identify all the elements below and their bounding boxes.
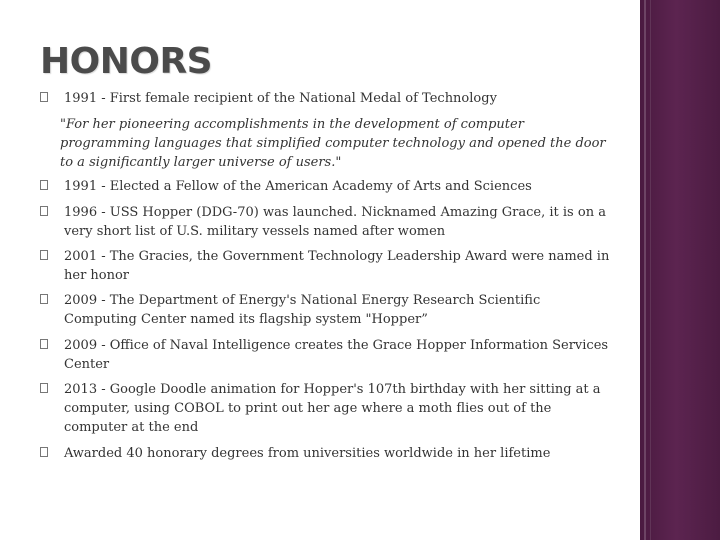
list-item (40, 380, 610, 437)
checkbox-icon (40, 250, 48, 260)
list-item-text: 2009 - Office of Naval Intelligence creates the Grace Hopper Information Services Center (64, 338, 609, 372)
list-item-text: 1991 - Elected a Fellow of the American Academy of Arts and Sciences (64, 179, 532, 194)
checkbox-icon (40, 383, 48, 393)
checkbox-icon (40, 92, 48, 102)
list-item-text: 1991 - First female recipient of the National Medal of Technology (64, 91, 497, 106)
checkbox-icon (40, 294, 48, 304)
list-item (40, 247, 610, 285)
quote-text: "For her pioneering accomplishments in the development of computer programming languages that simplified computer technology and opened the door to a significantly larger universe of users." (60, 117, 606, 170)
list-item (40, 444, 610, 463)
checkbox-icon (40, 339, 48, 349)
checkbox-icon (40, 206, 48, 216)
checkbox-icon (40, 180, 48, 190)
list-item-text: Awarded 40 honorary degrees from universities worldwide in her lifetime (64, 446, 551, 461)
list-item-text: 1996 - USS Hopper (DDG-70) was launched. Nicknamed Amazing Grace, it is on a very short list of U.S. military vessels named after women (64, 205, 606, 239)
list-item-text: 2009 - The Department of Energy's National Energy Research Scientific Computing Center named its flagship system "Hopper” (64, 293, 541, 327)
list-item (40, 291, 610, 329)
side-bar-stripe (650, 0, 651, 540)
decorative-side-bar (640, 0, 720, 540)
list-item-text: 2013 - Google Doodle animation for Hopper's 107th birthday with her sitting at a computer, using COBOL to print out her age where a moth flies out of the computer at the end (64, 382, 601, 435)
list-item (40, 89, 610, 108)
list-item (40, 203, 610, 241)
checkbox-icon (40, 447, 48, 457)
slide-title: HONORS (40, 41, 213, 82)
list-item (40, 336, 610, 374)
list-item (40, 177, 610, 196)
side-bar-stripe (644, 0, 646, 540)
list-item-text: 2001 - The Gracies, the Government Technology Leadership Award were named in her honor (64, 249, 610, 283)
